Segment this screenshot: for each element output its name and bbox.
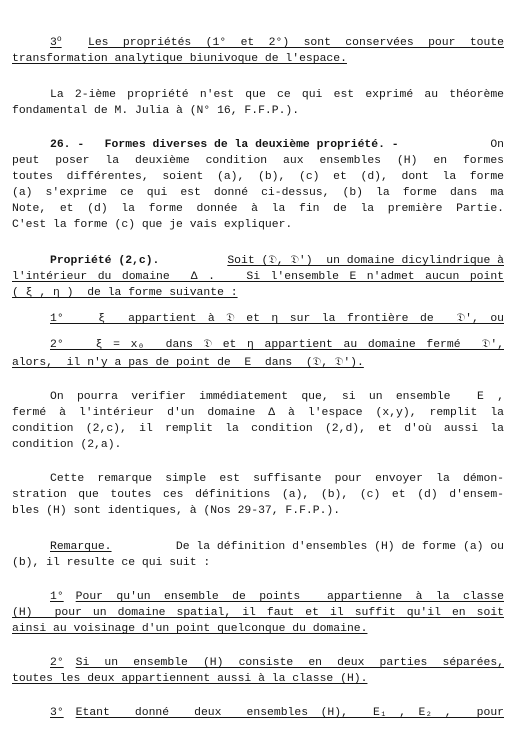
list-item-2-text: Si un ensemble (H) consiste en deux parties séparées, [75,657,504,669]
list-item-3-text: Etant donné deux ensembles (H), E₁ , E₂ , pour [75,707,504,719]
remarque-line-1-rest: De la définition d'ensembles (H) de forme (a) ou [175,541,504,553]
list-item-1-number: 1° [50,591,64,603]
remarque-simple-line-2: stration que toutes ces définitions (a), (b), (c) et (d) d'ensem- [12,489,504,501]
propriete-condition-2-tail: alors, il n'y a pas de point de E dans (𝔇, 𝔇'). [12,357,364,369]
remarque-line-1 [12,540,504,554]
list-item-2-line-2: toutes les deux appartiennent aussi à la classe (H). [12,673,368,685]
remarque-simple-line-1: Cette remarque simple est suffisante pour envoyer la démon- [50,473,504,485]
section-26-line-4: (a) s'exprime ce qui est donné ci-dessus, (b) la forme dans ma [12,187,504,199]
section-26-heading-line [12,138,504,152]
julia-paragraph-line-2: fondamental de M. Julia à (N° 16, F.F.P.). [12,105,300,117]
item-3-line-2: transformation analytique biunivoque de l'espace. [12,53,347,65]
section-26-line-1-tail: On [490,139,504,151]
list-item-2-number: 2° [50,657,64,669]
propriete-line-1-rest: Soit (𝔇, 𝔇') un domaine dicylindrique à [227,255,504,267]
propriete-line-1 [12,254,504,268]
section-26-line-2: peut poser la deuxième condition aux ensembles (H) en formes [12,155,504,167]
list-item-3-number: 3° [50,707,64,719]
propriete-line-2: l'intérieur du domaine Δ . Si l'ensemble E n'admet aucun point [12,271,504,283]
verifier-line-1: On pourra verifier immédiatement que, si un ensemble E , [50,391,504,403]
section-26-line-3: toutes différentes, soient (a), (b), (c) et (d), dont la forme [12,171,504,183]
verifier-line-4: condition (2,a). [12,439,122,451]
verifier-line-3: condition (2,c), il remplit la condition (2,d), et d'où aussi la [12,423,504,435]
list-item-3-line-1 [12,706,504,720]
list-item-1-line-3: ainsi au voisinage d'un point quelconque du domaine. [12,623,368,635]
section-26-line-6: C'est la forme (c) que je vais expliquer. [12,219,293,231]
section-26-heading: 26. - Formes diverses de la deuxième propriété. - [50,139,399,151]
item-3-number: 3$^o$ [50,36,68,50]
propriete-condition-1: 1° ξ appartient à 𝔇 et η sur la frontière de 𝔇', ou [50,313,504,325]
verifier-line-2: fermé à l'intérieur d'un domaine Δ à l'espace (x,y), remplit la [12,407,504,419]
section-26-line-5: Note, et (d) la forme donnée à la fin de la première Partie. [12,203,504,215]
propriete-line-3: ( ξ , η ) de la forme suivante : [12,287,238,299]
propriete-condition-2: 2° ξ = x₀ dans 𝔇 et η appartient au domaine fermé 𝔇', [50,339,504,351]
list-item-1-line-1 [12,590,504,604]
remarque-line-2: (b), il resulte ce qui suit : [12,557,211,569]
list-item-2-line-1 [12,656,504,670]
item-3-number-digit: 3 [50,37,57,49]
list-item-1-text: Pour qu'un ensemble de points appartienne à la classe [75,591,504,603]
item-3-line-1: Les propriétés (1° et 2°) sont conservées pour toute [88,37,504,49]
propriete-label: Propriété (2,c). [50,255,160,267]
list-item-1-line-2: (H) pour un domaine spatial, il faut et il suffit qu'il en soit [12,607,504,619]
remarque-label: Remarque. [50,541,112,553]
julia-paragraph-line-1: La 2-ième propriété n'est que ce qui est exprimé au théorème [50,89,504,101]
remarque-simple-line-3: bles (H) sont identiques, à (Nos 29-37, F.F.P.). [12,505,341,517]
